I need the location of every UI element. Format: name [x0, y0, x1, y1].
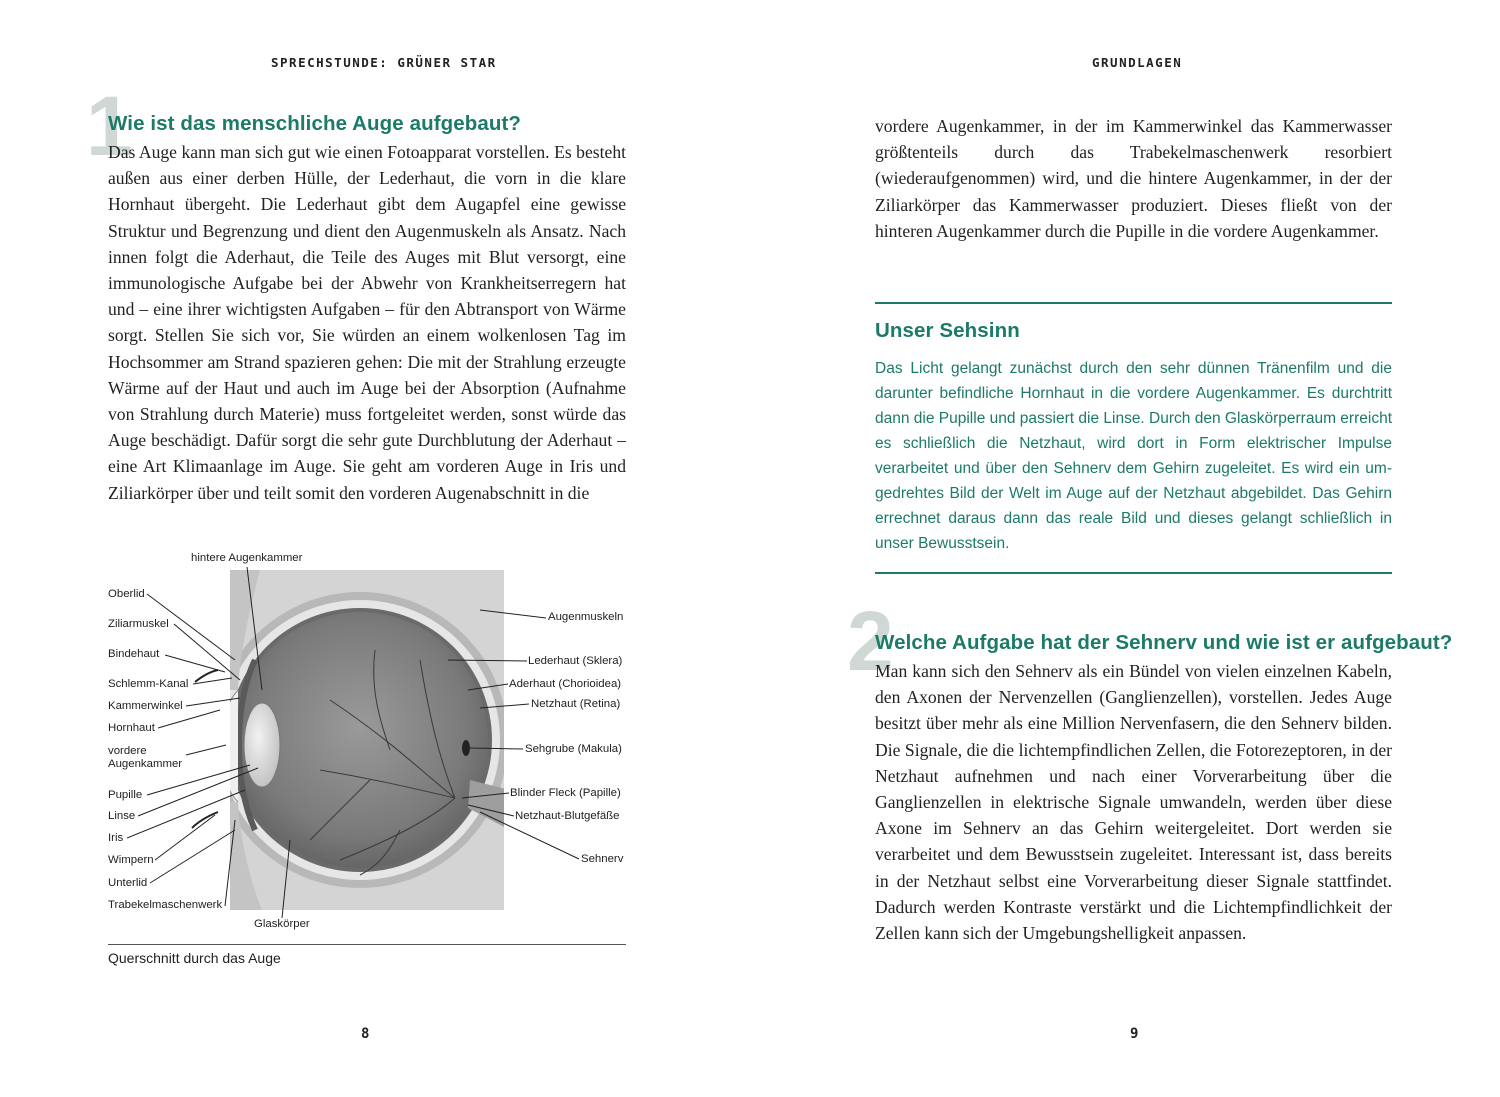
label-netzhaut: Netzhaut (Retina)	[531, 698, 621, 710]
section-heading-2: Welche Aufgabe hat der Sehnerv und wie ist er aufgebaut?	[875, 631, 1453, 654]
box-title: Unser Sehsinn	[875, 319, 1020, 342]
figure-caption: Querschnitt durch das Auge	[108, 950, 281, 966]
label-blinder-fleck: Blinder Fleck (Papille)	[510, 787, 621, 799]
label-netzhaut-blutgefaesse: Netzhaut-Blutgefäße	[515, 810, 620, 822]
section-number-1: 1	[86, 79, 133, 173]
section-body-2: Man kann sich den Sehnerv als ein Bündel von vielen einzelnen Kabeln, den Axonen der Nervenzellen (Ganglienzellen), vorstellen. Jedes Auge besitzt über mehr als eine Million Nervenfasern, die den Sehnerv bilden. Die Signale, die die lichtempfindlichen Zellen, die Fotorezeptoren, in der Netzhaut aufnehmen und nach einer Vorverarbeitung über die Ganglienzellen in elektrische Signale umwandeln, werden über diese Axone im Sehnerv an das Gehirn weitergeleitet. Dort werden sie verarbeitet und dem Bewusstsein zugeleitet. Interessant ist, dass bereits in der Netzhaut selbst eine Vorverarbeitung dieser Signale stattfindet. Dadurch werden Kontraste verstärkt und die Lichtempfindlichkeit der Zellen kann sich der Umgebungshelligkeit anpassen.	[875, 661, 1392, 944]
box-text: Das Licht gelangt zunächst durch den sehr dünnen Tränenfilm und die darunter befindliche Hornhaut in die vordere Augenkammer. Es durchtritt dann die Pupille und passiert die Linse. Durch den Glaskörperraum erreicht es schließlich die Netzhaut, wird dort in Form elektrischer Impulse verarbeitet und über den Sehnerv dem Gehirn zugeleitet. Es wird ein umgedrehtes Bild der Welt im Auge auf der Netzhaut abgebildet. Das Gehirn errechnet daraus dann das reale Bild und dieses gelangt schließlich in unser Bewusstsein.	[875, 360, 1392, 552]
label-iris: Iris	[108, 832, 124, 844]
label-sehgrube: Sehgrube (Makula)	[525, 743, 622, 755]
eye-cross-section-figure	[0, 540, 750, 1000]
label-sehnerv: Sehnerv	[581, 853, 624, 865]
box-bottom-rule	[875, 572, 1392, 574]
label-trabekelmaschenwerk: Trabekelmaschenwerk	[108, 899, 223, 911]
label-unterlid: Unterlid	[108, 877, 148, 889]
section-number-2: 2	[847, 594, 894, 688]
label-lederhaut: Lederhaut (Sklera)	[528, 655, 623, 667]
section-heading-1: Wie ist das menschliche Auge aufgebaut?	[108, 112, 522, 135]
label-oberlid: Oberlid	[108, 588, 145, 600]
right-page	[750, 0, 1500, 1097]
label-glaskoerper: Glaskörper	[254, 918, 310, 930]
label-vordere: vordere	[108, 745, 147, 757]
running-head-left: SPRECHSTUNDE: GRÜNER STAR	[271, 55, 497, 70]
label-hintere-augenkammer: hintere Augenkammer	[191, 552, 303, 564]
label-linse: Linse	[108, 810, 136, 822]
label-aderhaut: Aderhaut (Chorioidea)	[509, 678, 622, 690]
label-augenmuskeln: Augenmuskeln	[548, 611, 624, 623]
label-kammerwinkel: Kammerwinkel	[108, 700, 183, 712]
label-schlemm-kanal: Schlemm-Kanal	[108, 678, 189, 690]
label-hornhaut: Hornhaut	[108, 722, 155, 734]
label-ziliarmuskel: Ziliarmuskel	[108, 618, 169, 630]
continuation-text: vordere Augenkammer, in der im Kammerwinkel das Kammerwasser größtenteils durch das Trabekelmaschenwerk resorbiert (wiederaufgenommen) wird, und die hintere Augenkammer, in der der Ziliarkörper das Kammerwasser produziert. Dieses fließt von der hinteren Augenkammer durch die Pupille in die vordere Augenkammer.	[875, 116, 1392, 241]
caption-rule	[108, 944, 626, 945]
box-top-rule	[875, 302, 1392, 304]
page-number-left: 8	[361, 1026, 370, 1042]
page-number-right: 9	[1130, 1026, 1139, 1042]
section-body-1: Das Auge kann man sich gut wie einen Fotoapparat vorstellen. Es besteht außen aus einer derben Hülle, der Lederhaut, die vorn in die klare Hornhaut übergeht. Die Lederhaut gibt dem Augapfel eine gewisse Struktur und Begrenzung und dient den Augenmuskeln als Ansatz. Nach innen folgt die Aderhaut, die Teile des Auges mit Blut versorgt, eine immunologische Aufgabe bei der Abwehr von Krankheitserregern hat und – eine ihrer wichtigsten Aufgaben – für den Abtransport von Wärme sorgt. Stellen Sie sich vor, Sie würden an einem wolkenlosen Tag im Hochsommer am Strand spazieren gehen: Die mit der Strahlung erzeugte Wärme auf der Haut und auch im Auge bei der Absorption (Aufnahme von Strahlung durch Materie) muss fortgeleitet werden, sonst würde das Auge beschädigt. Dafür sorgt die sehr gute Durchblutung der Aderhaut – eine Art Klimaanlage im Auge. Sie geht am vorderen Auge in Iris und Ziliarkörper über und teilt somit den vorderen Augenabschnitt in die	[108, 142, 626, 503]
label-augenkammer: Augenkammer	[108, 758, 183, 770]
running-head-right: GRUNDLAGEN	[1092, 55, 1183, 70]
label-wimpern: Wimpern	[108, 854, 154, 866]
label-bindehaut: Bindehaut	[108, 648, 160, 660]
label-pupille: Pupille	[108, 789, 143, 801]
